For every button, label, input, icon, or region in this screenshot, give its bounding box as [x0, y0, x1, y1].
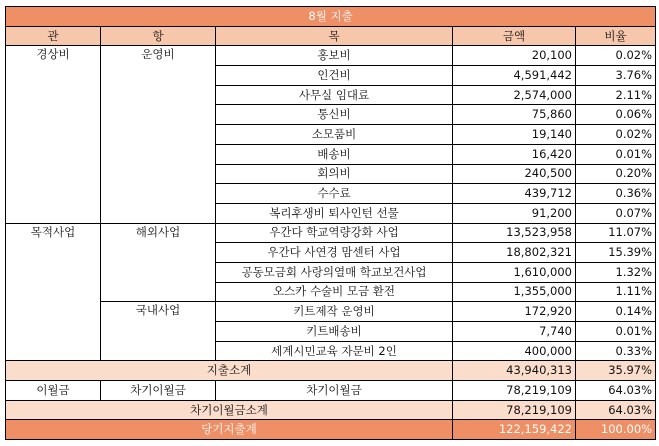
mok-cell: 배송비: [216, 144, 453, 164]
gwan-cell: 목적사업: [6, 223, 101, 361]
amount-cell: 18,802,321: [453, 243, 576, 263]
ratio-cell: 0.01%: [576, 144, 656, 164]
ratio-cell: 2.11%: [576, 85, 656, 105]
header-row: [6, 26, 656, 46]
amount-cell: 16,420: [453, 144, 576, 164]
mok-cell: 키트배송비: [216, 322, 453, 342]
hang-cell: 해외사업: [101, 223, 216, 302]
gwan-cell: 경상비: [6, 46, 101, 223]
amount-cell: 20,100: [453, 46, 576, 66]
mok-cell: 사무실 임대료: [216, 85, 453, 105]
ratio-cell: 64.03%: [576, 381, 656, 401]
mok-cell: 소모품비: [216, 125, 453, 145]
subtotal-amount: 43,940,313: [453, 361, 576, 381]
total-ratio: 100.00%: [576, 420, 656, 440]
title-row: [6, 7, 656, 27]
mok-cell: 홍보비: [216, 46, 453, 66]
amount-cell: 2,574,000: [453, 85, 576, 105]
mok-cell: 회의비: [216, 164, 453, 184]
table-title: 8월 지출: [6, 7, 656, 27]
amount-cell: 172,920: [453, 302, 576, 322]
ratio-cell: 0.02%: [576, 46, 656, 66]
ratio-cell: 1.11%: [576, 282, 656, 302]
total-row: [6, 420, 656, 440]
subtotal-label: 지출소계: [6, 361, 453, 381]
mok-cell: 통신비: [216, 105, 453, 125]
amount-cell: 1,610,000: [453, 262, 576, 282]
amount-cell: 91,200: [453, 203, 576, 223]
amount-cell: 75,860: [453, 105, 576, 125]
amount-cell: 400,000: [453, 341, 576, 361]
header-gwan: 관: [6, 26, 101, 46]
header-mok: 목: [216, 26, 453, 46]
ratio-cell: 0.01%: [576, 322, 656, 342]
amount-cell: 240,500: [453, 164, 576, 184]
ratio-cell: 15.39%: [576, 243, 656, 263]
subtotal-amount: 78,219,109: [453, 400, 576, 420]
ratio-cell: 0.07%: [576, 203, 656, 223]
subtotal-label: 차기이월금소계: [6, 400, 453, 420]
ratio-cell: 3.76%: [576, 66, 656, 86]
hang-cell: 국내사업: [101, 302, 216, 361]
ratio-cell: 0.33%: [576, 341, 656, 361]
table-row: [6, 381, 656, 401]
amount-cell: 13,523,958: [453, 223, 576, 243]
expense-table: [5, 6, 656, 440]
total-label: 당기지출계: [6, 420, 453, 440]
mok-cell: 우간다 사연경 맘센터 사업: [216, 243, 453, 263]
hang-cell: 차기이월금: [101, 381, 216, 401]
mok-cell: 오스카 수술비 모금 환전: [216, 282, 453, 302]
header-amount: 금액: [453, 26, 576, 46]
amount-cell: 19,140: [453, 125, 576, 145]
ratio-cell: 0.36%: [576, 184, 656, 204]
mok-cell: 수수료: [216, 184, 453, 204]
hang-cell: 운영비: [101, 46, 216, 223]
ratio-cell: 0.02%: [576, 125, 656, 145]
amount-cell: 7,740: [453, 322, 576, 342]
mok-cell: 차기이월금: [216, 381, 453, 401]
subtotal-row: [6, 400, 656, 420]
ratio-cell: 0.06%: [576, 105, 656, 125]
header-ratio: 비율: [576, 26, 656, 46]
table-row: [6, 46, 656, 66]
mok-cell: 인건비: [216, 66, 453, 86]
subtotal-ratio: 35.97%: [576, 361, 656, 381]
ratio-cell: 11.07%: [576, 223, 656, 243]
amount-cell: 78,219,109: [453, 381, 576, 401]
mok-cell: 세계시민교육 자문비 2인: [216, 341, 453, 361]
ratio-cell: 1.32%: [576, 262, 656, 282]
table-row: [6, 223, 656, 243]
header-hang: 항: [101, 26, 216, 46]
mok-cell: 공동모금회 사랑의열매 학교보건사업: [216, 262, 453, 282]
table-row: [6, 302, 656, 322]
mok-cell: 우간다 학교역량강화 사업: [216, 223, 453, 243]
mok-cell: 키트제작 운영비: [216, 302, 453, 322]
subtotal-row: [6, 361, 656, 381]
subtotal-ratio: 64.03%: [576, 400, 656, 420]
gwan-cell: 이월금: [6, 381, 101, 401]
ratio-cell: 0.20%: [576, 164, 656, 184]
amount-cell: 439,712: [453, 184, 576, 204]
amount-cell: 4,591,442: [453, 66, 576, 86]
total-amount: 122,159,422: [453, 420, 576, 440]
amount-cell: 1,355,000: [453, 282, 576, 302]
mok-cell: 복리후생비 퇴사인턴 선물: [216, 203, 453, 223]
ratio-cell: 0.14%: [576, 302, 656, 322]
